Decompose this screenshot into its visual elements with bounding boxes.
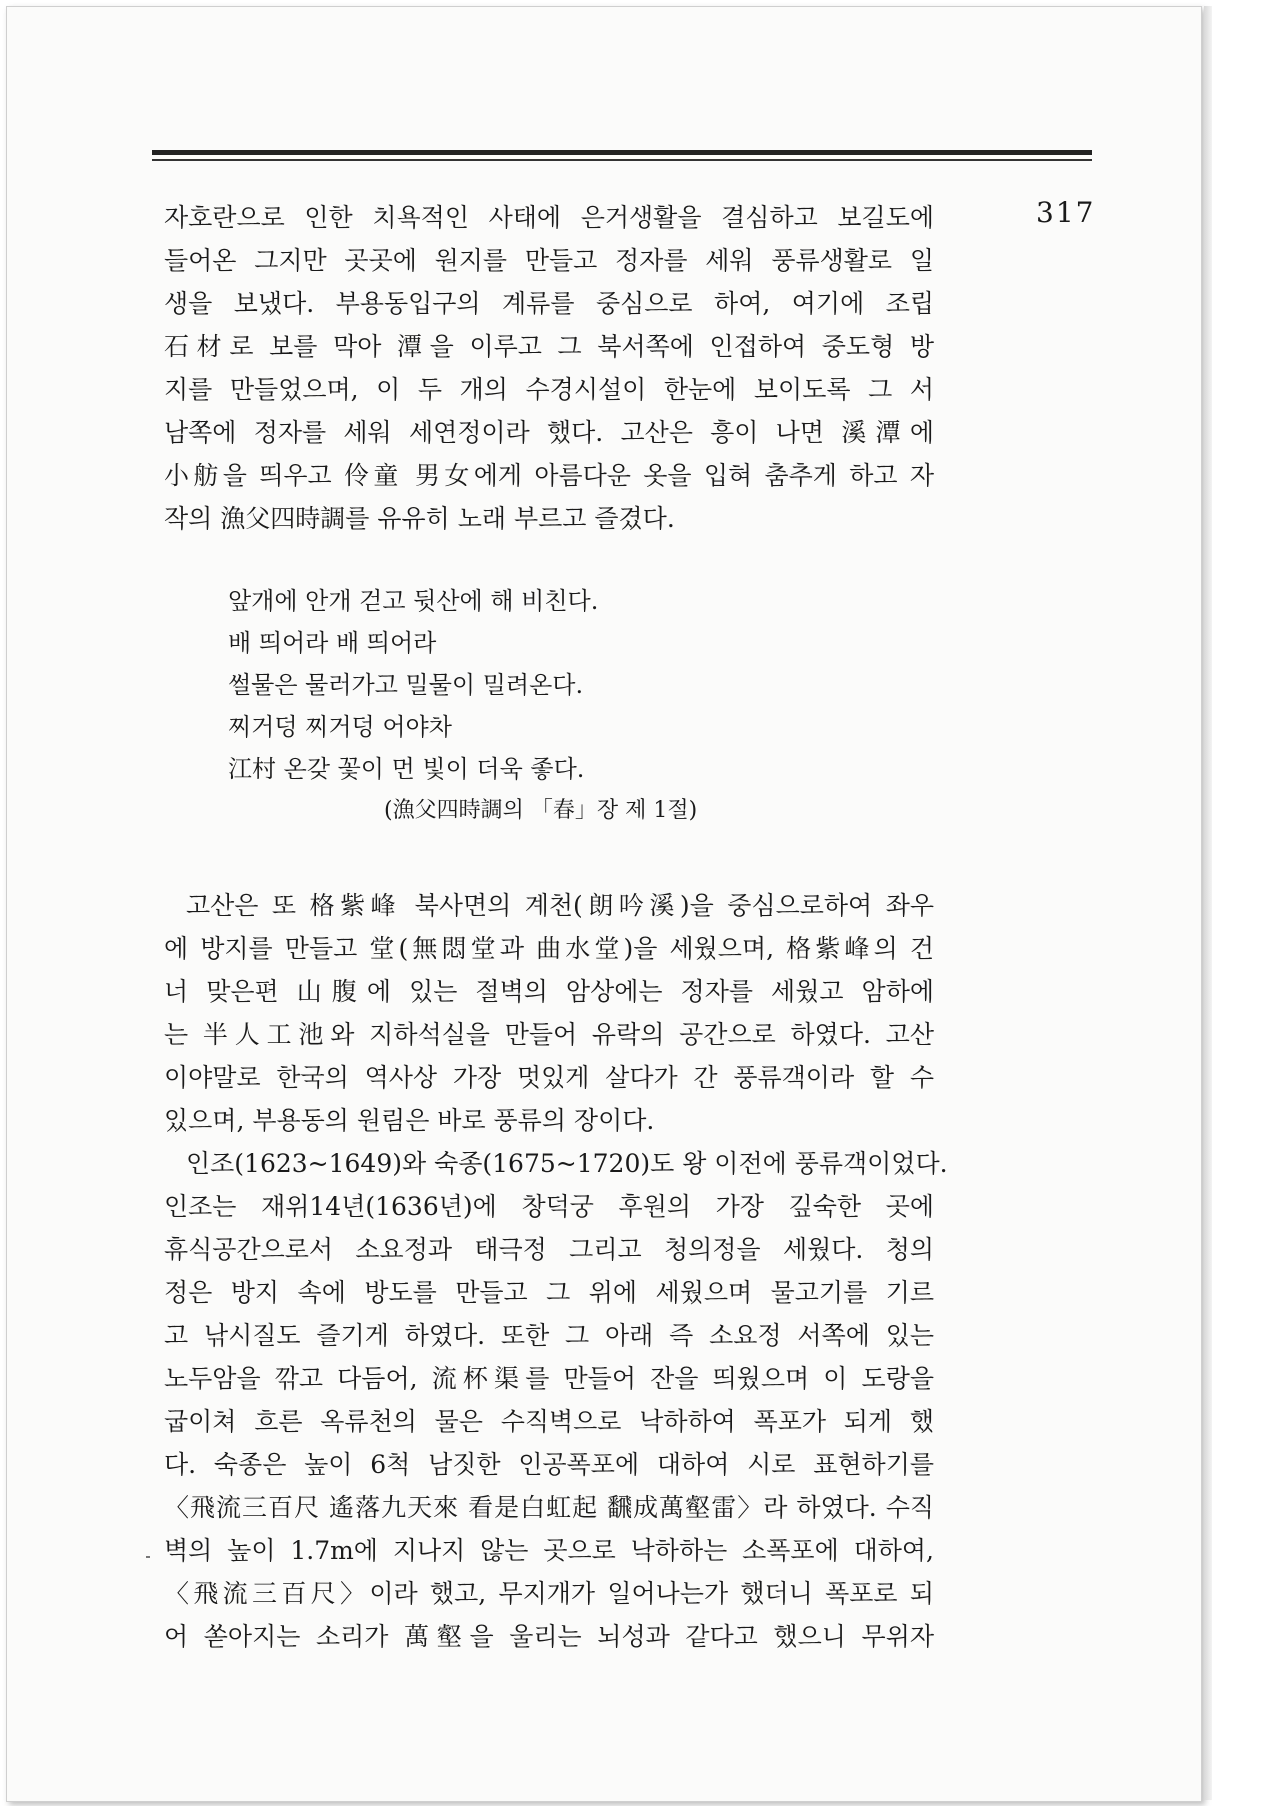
margin-mark (146, 1556, 150, 1558)
text-line: 생을 보냈다. 부용동입구의 계류를 중심으로 하여, 여기에 조립 (164, 289, 934, 318)
paragraph-2 (164, 884, 934, 1142)
poem-line: 배 띄어라 배 띄어라 (228, 629, 437, 657)
text-line: 는 半人工池와 지하석실을 만들어 유락의 공간으로 하였다. 고산 (164, 1020, 934, 1049)
text-line: 인조(1623~1649)와 숙종(1675~1720)도 왕 이전에 풍류객이었다. (186, 1149, 948, 1178)
text-line: 에 방지를 만들고 堂(無悶堂과 曲水堂)을 세웠으며, 格紫峰의 건 (164, 934, 934, 963)
page-number: 317 (1036, 196, 1096, 229)
header-rule-thick (152, 150, 1092, 155)
page-edge-shadow (1204, 6, 1212, 1800)
text-line: 어 쏟아지는 소리가 萬壑을 울리는 뇌성과 같다고 했으니 무위자 (164, 1622, 934, 1651)
text-line: 작의 漁父四時調를 유유히 노래 부르고 즐겼다. (164, 504, 675, 533)
text-line: 너 맞은편 山腹에 있는 절벽의 암상에는 정자를 세웠고 암하에 (164, 977, 934, 1006)
poem-block (228, 580, 828, 832)
text-line: 지를 만들었으며, 이 두 개의 수경시설이 한눈에 보이도록 그 서 (164, 375, 934, 404)
text-line: 있으며, 부용동의 원림은 바로 풍류의 장이다. (164, 1106, 655, 1135)
poem-line: 江村 온갖 꽃이 먼 빛이 더욱 좋다. (228, 755, 585, 783)
paragraph-1 (164, 196, 934, 540)
poem-source: (漁父四時調의 「春」장 제 1절) (384, 798, 698, 823)
text-line: 石材로 보를 막아 潭을 이루고 그 북서쪽에 인접하여 중도형 방 (164, 332, 934, 361)
text-line: 고 낚시질도 즐기게 하였다. 또한 그 아래 즉 소요정 서쪽에 있는 (164, 1321, 934, 1350)
text-line: 벽의 높이 1.7m에 지나지 않는 곳으로 낙하하는 소폭포에 대하여, (164, 1536, 934, 1565)
paragraph-3 (164, 1142, 948, 1658)
text-line: 〈飛流三百尺〉이라 했고, 무지개가 일어나는가 했더니 폭포로 되 (164, 1579, 934, 1608)
text-line: 이야말로 한국의 역사상 가장 멋있게 살다가 간 풍류객이라 할 수 (164, 1063, 934, 1092)
text-line: 자호란으로 인한 치욕적인 사태에 은거생활을 결심하고 보길도에 (164, 203, 934, 232)
text-line: 인조는 재위14년(1636년)에 창덕궁 후원의 가장 깊숙한 곳에 (164, 1192, 934, 1221)
poem-line: 썰물은 물러가고 밀물이 밀려온다. (228, 671, 584, 699)
text-line: 다. 숙종은 높이 6척 남짓한 인공폭포에 대하여 시로 표현하기를 (164, 1450, 934, 1479)
poem-line: 찌거덩 찌거덩 어야차 (228, 713, 452, 741)
poem-line: 앞개에 안개 걷고 뒷산에 해 비친다. (228, 587, 599, 615)
header-rule-thin (152, 159, 1092, 161)
text-line: 남쪽에 정자를 세워 세연정이라 했다. 고산은 흥이 나면 溪潭에 (164, 418, 934, 447)
text-line: 고산은 또 格紫峰 북사면의 계천(朗吟溪)을 중심으로하여 좌우 (186, 891, 934, 920)
text-line: 들어온 그지만 곳곳에 원지를 만들고 정자를 세워 풍류생활로 일 (164, 246, 934, 275)
text-line: 〈飛流三百尺 遙落九天來 看是白虹起 飜成萬壑雷〉라 하였다. 수직 (164, 1493, 934, 1522)
text-line: 小舫을 띄우고 伶童 男女에게 아름다운 옷을 입혀 춤추게 하고 자 (164, 461, 934, 490)
text-line: 정은 방지 속에 방도를 만들고 그 위에 세웠으며 물고기를 기르 (164, 1278, 934, 1307)
text-line: 굽이쳐 흐른 옥류천의 물은 수직벽으로 낙하하여 폭포가 되게 했 (164, 1407, 934, 1436)
text-line: 휴식공간으로서 소요정과 태극정 그리고 청의정을 세웠다. 청의 (164, 1235, 934, 1264)
text-line: 노두암을 깎고 다듬어, 流杯渠를 만들어 잔을 띄웠으며 이 도랑을 (164, 1364, 934, 1393)
